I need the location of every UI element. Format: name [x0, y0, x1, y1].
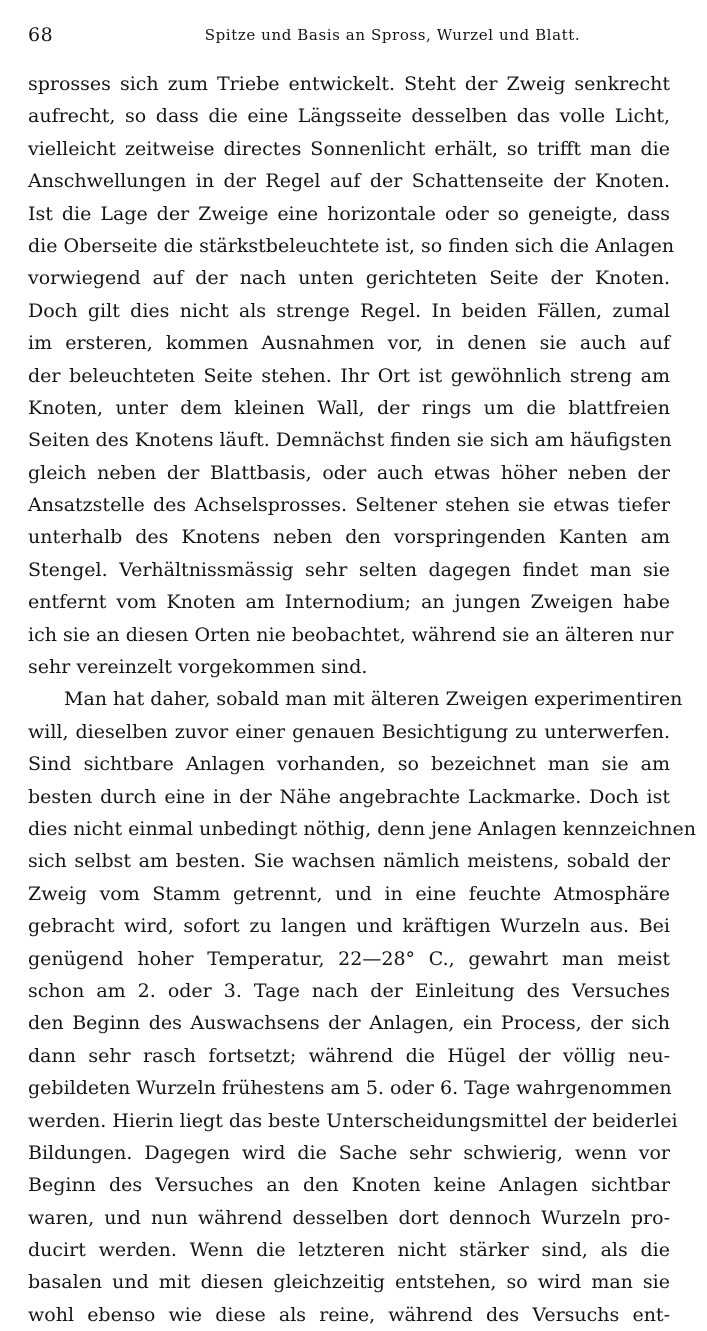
text-line: Beginn des Versuches an den Knoten keine Anlagen sichtbar [28, 1174, 670, 1197]
text-line: im ersteren, kommen Ausnahmen vor, in denen sie auch auf [28, 332, 670, 355]
paragraph-end-line: sehr vereinzelt vorgekommen sind. [28, 656, 368, 679]
text-line: Seiten des Knotens läuft. Demnächst finden sie sich am häufigsten [28, 429, 672, 452]
text-line: Doch gilt dies nicht als strenge Regel. In beiden Fällen, zumal [28, 299, 670, 322]
text-line: Knoten, unter dem kleinen Wall, der rings um die blattfreien [28, 396, 670, 419]
text-line: vielleicht zeitweise directes Sonnenlicht erhält, so trifft man die [28, 137, 670, 160]
text-line: aufrecht, so dass die eine Längsseite desselben das volle Licht, [28, 105, 670, 128]
text-line: werden. Hierin liegt das beste Unterscheidungsmittel der beiderlei [28, 1109, 678, 1132]
text-line: Ist die Lage der Zweige eine horizontale oder so geneigte, dass [28, 202, 670, 225]
text-line: entfernt vom Knoten am Internodium; an jungen Zweigen habe [28, 591, 670, 614]
text-line: schon am 2. oder 3. Tage nach der Einleitung des Versuches [28, 979, 670, 1002]
text-line: Stengel. Verhältnissmässig sehr selten dagegen findet man sie [28, 558, 670, 581]
text-line: basalen und mit diesen gleichzeitig entstehen, so wird man sie [28, 1271, 670, 1294]
text-line: Ansatzstelle des Achselsprosses. Seltener stehen sie etwas tiefer [28, 494, 670, 517]
text-line: unterhalb des Knotens neben den vorspringenden Kanten am [28, 526, 670, 549]
text-line: ich sie an diesen Orten nie beobachtet, während sie an älteren nur [28, 623, 674, 646]
text-line: der beleuchteten Seite stehen. Ihr Ort ist gewöhnlich streng am [28, 364, 670, 387]
text-line: Zweig vom Stamm getrennt, und in eine feuchte Atmosphäre [28, 882, 670, 905]
page-header [28, 24, 667, 48]
text-line: besten durch eine in der Nähe angebrachte Lackmarke. Doch ist [28, 785, 670, 808]
text-line: sich selbst am besten. Sie wachsen nämlich meistens, sobald der [28, 850, 670, 873]
text-line: Anschwellungen in der Regel auf der Schattenseite der Knoten. [28, 170, 670, 193]
text-line: die Oberseite die stärkstbeleuchtete ist, so finden sich die Anlagen [28, 234, 675, 257]
text-line: sprosses sich zum Triebe entwickelt. Steht der Zweig senkrecht [28, 73, 670, 95]
running-title: Spitze und Basis an Spross, Wurzel und Blatt. [204, 26, 581, 44]
text-line: Bildungen. Dagegen wird die Sache sehr schwierig, wenn vor [28, 1141, 670, 1164]
text-line: will, dieselben zuvor einer genauen Besichtigung zu unterwerfen. [28, 720, 670, 743]
text-line: den Beginn des Auswachsens der Anlagen, ein Process, der sich [28, 1012, 670, 1035]
text-line: Sind sichtbare Anlagen vorhanden, so bezeichnet man sie am [28, 753, 670, 776]
text-line: vorwiegend auf der nach unten gerichteten Seite der Knoten. [28, 267, 670, 290]
text-line: dann sehr rasch fortsetzt; während die Hügel der völlig neu- [28, 1044, 670, 1067]
text-line: gebildeten Wurzeln frühestens am 5. oder 6. Tage wahrgenommen [28, 1077, 672, 1100]
body-text [28, 68, 696, 1331]
text-line: wohl ebenso wie diese als reine, während des Versuchs ent- [28, 1303, 670, 1326]
text-line: genügend hoher Temperatur, 22—28° C., gewahrt man meist [28, 947, 670, 970]
text-line: dies nicht einmal unbedingt nöthig, denn jene Anlagen kennzeichnen [28, 817, 696, 840]
page-number: 68 [28, 24, 54, 46]
text-line: gleich neben der Blattbasis, oder auch etwas höher neben der [28, 461, 670, 484]
text-line: gebracht wird, sofort zu langen und kräftigen Wurzeln aus. Bei [28, 915, 670, 938]
text-line: ducirt werden. Wenn die letzteren nicht stärker sind, als die [28, 1239, 670, 1262]
paragraph-start-line: Man hat daher, sobald man mit älteren Zweigen experimentiren [64, 688, 683, 711]
text-line: waren, und nun während desselben dort dennoch Wurzeln pro- [28, 1206, 670, 1229]
